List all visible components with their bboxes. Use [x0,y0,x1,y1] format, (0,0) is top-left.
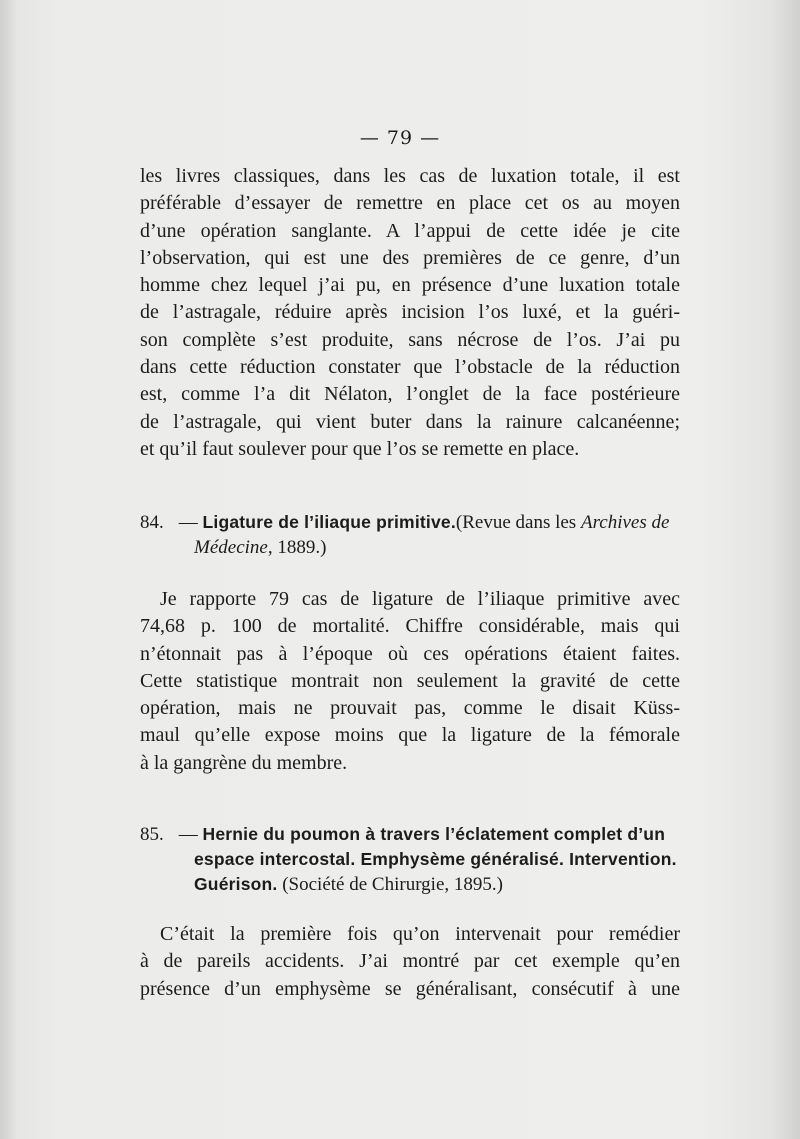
text-line: opération, mais ne prouvait pas, comme le disait Küss- [140,697,680,720]
text-line: homme chez lequel j’ai pu, en présence d’une luxation totale [140,274,680,297]
text-line: son complète s’est produite, sans nécrose de l’os. J’ai pu [140,328,680,351]
text-line: préférable d’essayer de remettre en place cet os au moyen [140,192,680,215]
paragraph-emphyseme [140,921,680,1003]
text-line: est, comme l’a dit Nélaton, l’onglet de la face postérieure [140,383,680,406]
text-line: n’étonnait pas à l’époque où ces opérations étaient faites. [140,642,680,665]
entry-title-line: espace intercostal. Emphysème généralisé. Intervention. [194,849,677,869]
text-line: les livres classiques, dans les cas de luxation totale, il est [140,165,680,187]
page-number: — 79 — [359,127,441,149]
entry-dash: — [178,824,198,845]
entry-source-journal-cont: Médecine [194,537,268,558]
entry-85 [140,822,680,897]
text-line: Cette statistique montrait non seulement la gravité de cette [140,669,680,692]
text-line: d’une opération sanglante. A l’appui de cette idée je cite [140,219,680,242]
entry-number: 84. [140,512,164,533]
text-line: à la gangrène du membre. [140,751,348,774]
entry-source: (Société de Chirurgie, 1895.) [282,874,503,895]
text-line: Je rapporte 79 cas de ligature de l’iliaque primitive avec [160,588,680,610]
text-line: maul qu’elle expose moins que la ligature de la fémorale [140,724,680,747]
entry-source-journal: Archives de [580,512,670,533]
entry-dash: — [178,512,198,533]
text-line: l’observation, qui est une des premières de ce genre, d’un [140,246,680,269]
text-line: de l’astragale, réduire après incision l’os luxé, et la guéri- [140,301,680,324]
entry-title: Ligature de l’iliaque primitive. [202,512,456,532]
entry-number: 85. [140,824,164,845]
text-line: C’était la première fois qu’on intervenait pour remédier [160,923,680,945]
entry-84 [140,510,680,560]
entry-title-line: Hernie du poumon à travers l’éclatement complet d’un [202,824,666,844]
text-line: à de pareils accidents. J’ai montré par cet exemple qu’en [140,950,680,973]
paragraph-ligature [140,586,680,777]
text-line: présence d’un emphysème se généralisant, consécutif à une [140,977,680,1000]
text-line: et qu’il faut soulever pour que l’os se remette en place. [140,437,580,460]
entry-title-line: Guérison. [194,874,278,894]
entry-source-prefix: (Revue dans les [455,512,581,533]
paragraph-luxation [140,163,680,463]
text-line: dans cette réduction constater que l’obstacle de la réduction [140,356,680,379]
entry-source-year: , 1889.) [267,537,327,558]
text-line: 74,68 p. 100 de mortalité. Chiffre considérable, mais qui [140,615,680,638]
text-line: de l’astragale, qui vient buter dans la rainure calcanéenne; [140,410,680,433]
